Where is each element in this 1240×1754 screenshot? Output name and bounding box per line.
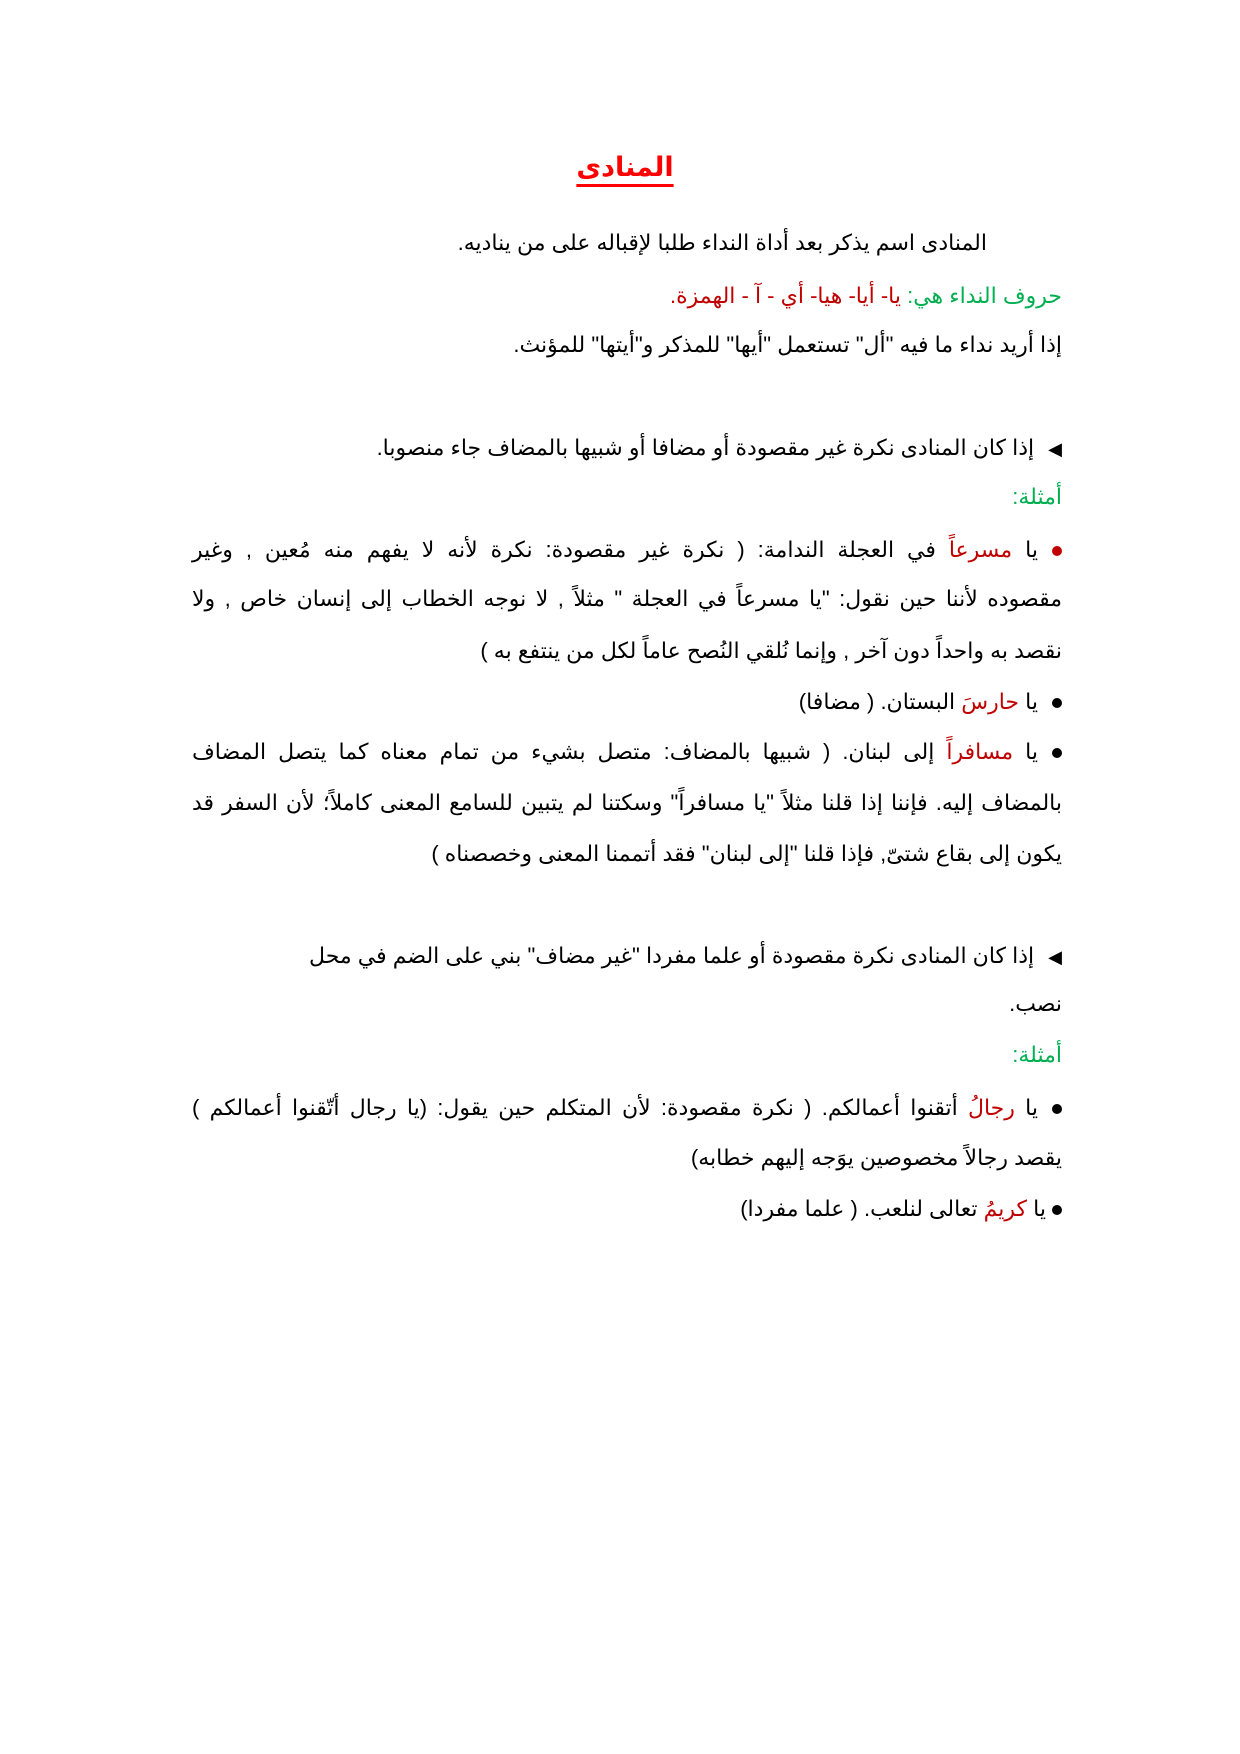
bullet-icon (1052, 546, 1062, 556)
bullet-icon (1052, 698, 1062, 708)
letters-value: يا- أيا- هيا- أي - آ - الهمزة. (669, 283, 908, 308)
arrow-icon: ◀ (1048, 439, 1062, 459)
example-line: يا رجالُ أتقنوا أعمالكم. ( نكرة مقصودة: لأن المتكلم حين يقول: (يا رجال أتّقنوا أعمالكم ) (192, 1093, 1062, 1123)
example-line: يا مسافراً إلى لبنان. ( شبيها بالمضاف: متصل بشيء من تمام معناه كما يتصل المضاف (192, 737, 1062, 767)
example-line: بالمضاف إليه. فإننا إذا قلنا مثلاً "يا مسافراً" وسكتنا لم يتبين للسامع المعنى كاملاً؛ لأن السفر قد (192, 790, 1062, 815)
definition: المنادى اسم يذكر بعد أداة النداء طلبا لإقباله على من يناديه. (457, 230, 987, 255)
example-line: يقصد رجالاً مخصوصين يوَجه إليهم خطابه) (690, 1145, 1062, 1170)
nida-letters (670, 281, 1062, 311)
example-line: يكون إلى بقاع شتىّ, فإذا قلنا "إلى لبنان" فقد أتممنا المعنى وخصصناه ) (431, 841, 1062, 866)
section1-examples-label: أمثلة: (1012, 484, 1062, 509)
example-line: مقصوده لأننا حين نقول: "يا مسرعاً في العجلة " مثلاً , لا نوجه الخطاب إلى إنسان خاص , ولا (192, 586, 1062, 611)
example-line: نقصد به واحداً دون آخر , وإنما نُلقي النُصح عاماً لكل من ينتفع به ) (480, 638, 1062, 663)
al-rule: إذا أريد نداء ما فيه "أل" تستعمل "أيها" للمذكر و"أيتها" للمؤنث. (513, 332, 1062, 357)
section2-examples-label: أمثلة: (1012, 1042, 1062, 1067)
arrow-icon: ◀ (1048, 947, 1062, 967)
bullet-icon (1052, 1104, 1062, 1114)
section1-rule: ◀إذا كان المنادى نكرة غير مقصودة أو مضافا أو شبيها بالمضاف جاء منصوبا. (377, 433, 1062, 464)
example-line: يا مسرعاً في العجلة الندامة: ( نكرة غير مقصودة: نكرة لأنه لا يفهم منه مُعين , وغير (192, 535, 1062, 565)
bullet-icon (1052, 748, 1062, 758)
example-line: يا كريمُ تعالى لنلعب. ( علما مفردا) (740, 1194, 1062, 1224)
example-line: يا حارسَ البستان. ( مضافا) (799, 687, 1062, 717)
bullet-icon (1052, 1205, 1062, 1215)
page-title: المنادى (576, 152, 674, 182)
letters-label: حروف النداء هي: (907, 283, 1062, 308)
section2-rule-cont: نصب. (1009, 991, 1062, 1016)
section2-rule: ◀إذا كان المنادى نكرة مقصودة أو علما مفردا "غير مضاف" بني على الضم في محل (309, 941, 1062, 972)
